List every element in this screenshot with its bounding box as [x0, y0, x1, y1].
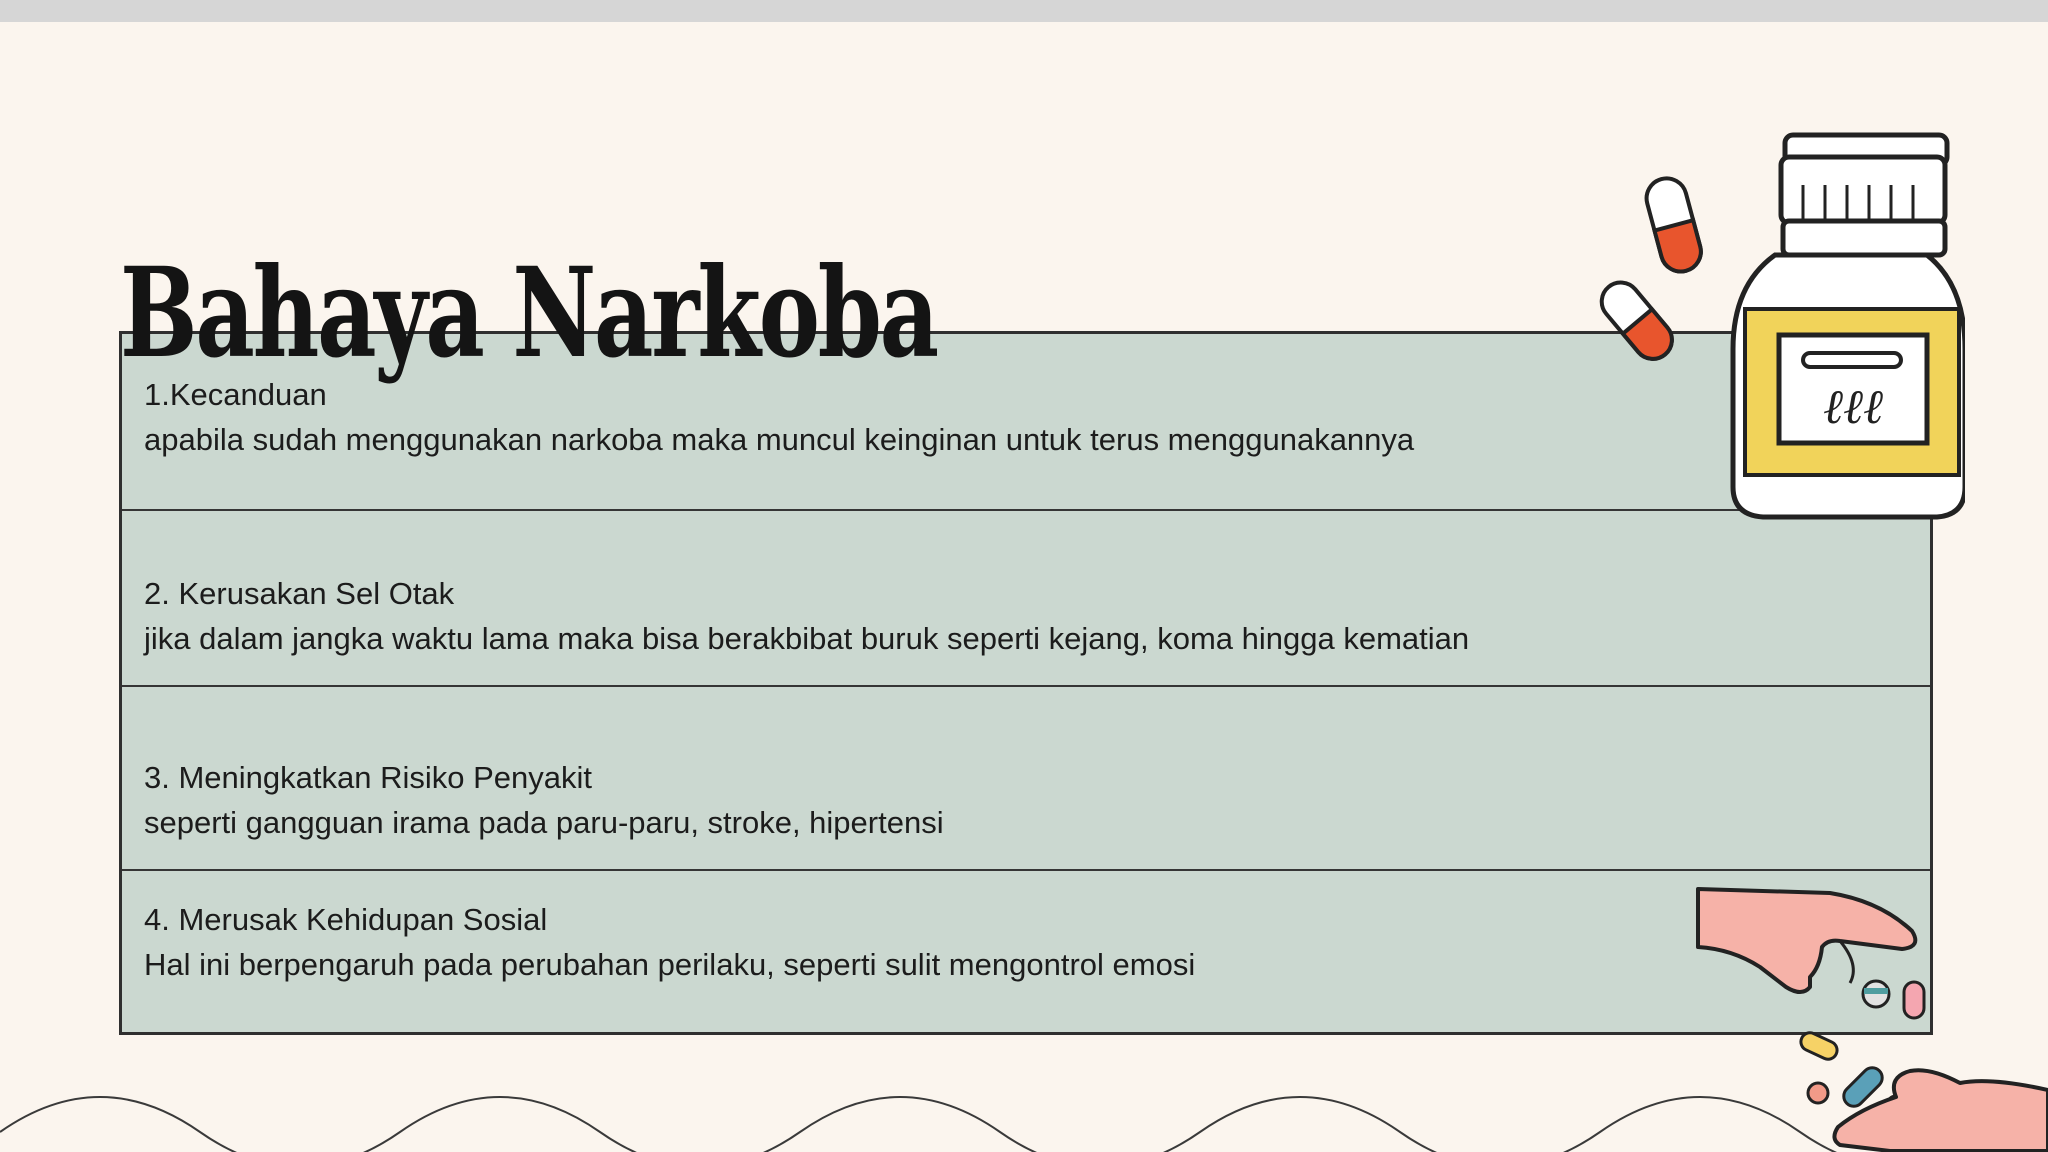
table-row — [122, 687, 1930, 871]
item-description: seperti gangguan irama pada paru-paru, stroke, hipertensi — [144, 805, 944, 840]
row-text — [144, 897, 1195, 987]
bottle-label-text: ℓℓℓ — [1823, 379, 1883, 435]
info-table — [119, 331, 1933, 1035]
slide-title: Bahaya Narkoba — [120, 241, 937, 386]
pill-capsule-icon — [1590, 167, 1720, 367]
row-text — [144, 755, 944, 845]
item-heading: 4. Merusak Kehidupan Sosial — [144, 902, 548, 937]
item-description: apabila sudah menggunakan narkoba maka muncul keinginan untuk terus menggunakannya — [144, 422, 1415, 457]
table-row — [122, 511, 1930, 687]
row-text — [144, 571, 1469, 661]
item-heading: 1.Kecanduan — [144, 377, 327, 412]
item-heading: 3. Meningkatkan Risiko Penyakit — [144, 760, 593, 795]
item-description: jika dalam jangka waktu lama maka bisa berakbibat buruk seperti kejang, koma hingga kematian — [144, 621, 1470, 656]
table-row — [122, 871, 1930, 1032]
hand-dropping-pills-icon — [1690, 887, 2048, 1152]
item-description: Hal ini berpengaruh pada perubahan perilaku, seperti sulit mengontrol emosi — [144, 947, 1196, 982]
slide — [0, 22, 2048, 1152]
medicine-bottle-icon — [1705, 117, 1965, 537]
item-heading: 2. Kerusakan Sel Otak — [144, 576, 455, 611]
